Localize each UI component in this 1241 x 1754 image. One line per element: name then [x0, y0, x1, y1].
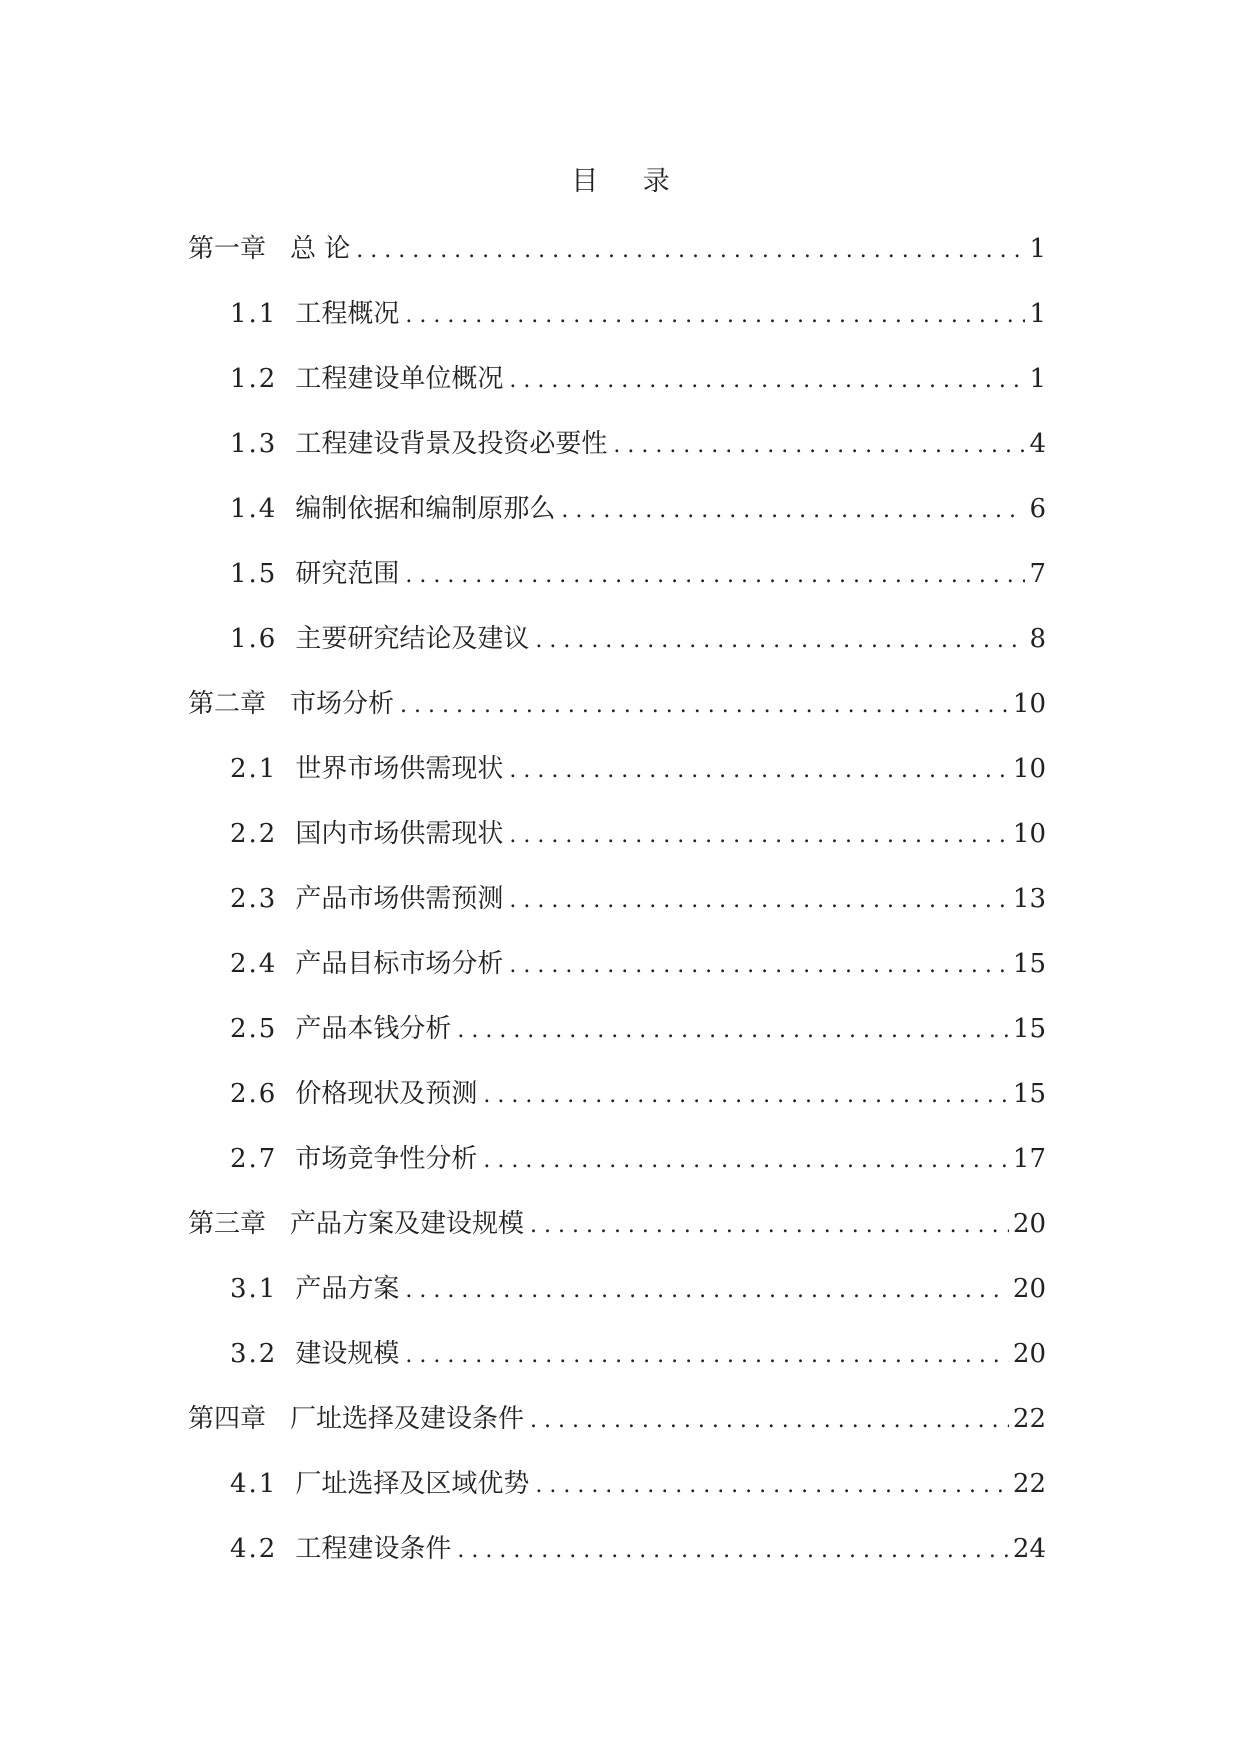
- page-number: 10: [1012, 819, 1046, 849]
- dot-leader: [613, 426, 1025, 466]
- page-number: 15: [1012, 1014, 1046, 1044]
- section-number: 2.7: [230, 1144, 278, 1174]
- entry-title: 产品本钱分析: [295, 1014, 452, 1044]
- section-number: 3.1: [230, 1274, 278, 1304]
- toc-section-entry[interactable]: [188, 1464, 1046, 1529]
- toc-section-entry[interactable]: [188, 424, 1046, 489]
- dot-leader: [457, 1531, 1009, 1571]
- section-number: 2.4: [230, 949, 278, 979]
- entry-title: 产品目标市场分析: [295, 949, 504, 979]
- entry-title: 市场竞争性分析: [295, 1144, 478, 1174]
- section-number: 4.2: [230, 1534, 278, 1564]
- page-number: 15: [1012, 1079, 1046, 1109]
- toc-section-entry[interactable]: [188, 359, 1046, 424]
- page-number: 1: [1029, 234, 1046, 264]
- page-number: 1: [1029, 364, 1046, 394]
- dot-leader: [561, 491, 1025, 531]
- page-number: 22: [1012, 1404, 1046, 1434]
- toc-title: 目 录: [571, 166, 688, 197]
- entry-title: 工程建设单位概况: [295, 364, 504, 394]
- dot-leader: [457, 1011, 1009, 1051]
- section-number: 1.1: [230, 299, 278, 329]
- toc-chapter-entry[interactable]: [188, 1204, 1046, 1269]
- page-number: 24: [1012, 1534, 1046, 1564]
- dot-leader: [483, 1141, 1009, 1181]
- entry-title: 厂址选择及区域优势: [295, 1469, 530, 1499]
- section-number: 2.1: [230, 754, 278, 784]
- toc-section-entry[interactable]: [188, 1009, 1046, 1074]
- entry-title: 主要研究结论及建议: [295, 624, 530, 654]
- entry-title: 产品市场供需预测: [295, 884, 504, 914]
- toc-section-entry[interactable]: [188, 1139, 1046, 1204]
- entry-title: 世界市场供需现状: [295, 754, 504, 784]
- section-number: 1.5: [230, 559, 278, 589]
- page-number: 10: [1012, 754, 1046, 784]
- dot-leader: [405, 1336, 1009, 1376]
- entry-title: 工程概况: [295, 299, 400, 329]
- dot-leader: [535, 621, 1025, 661]
- page-number: 8: [1029, 624, 1046, 654]
- dot-leader: [356, 231, 1025, 271]
- toc-chapter-entry[interactable]: [188, 229, 1046, 294]
- section-number: 1.6: [230, 624, 278, 654]
- entry-title: 市场分析: [290, 689, 395, 719]
- toc-section-entry[interactable]: [188, 749, 1046, 814]
- dot-leader: [509, 881, 1009, 921]
- dot-leader: [535, 1466, 1009, 1506]
- entry-title: 价格现状及预测: [295, 1079, 478, 1109]
- page-number: 15: [1012, 949, 1046, 979]
- page-number: 17: [1012, 1144, 1046, 1174]
- section-number: 1.4: [230, 494, 278, 524]
- chapter-number: 第二章: [188, 689, 267, 719]
- entry-title: 工程建设背景及投资必要性: [295, 429, 608, 459]
- entry-title: 建设规模: [295, 1339, 400, 1369]
- toc-section-entry[interactable]: [188, 1334, 1046, 1399]
- dot-leader: [509, 816, 1009, 856]
- toc-section-entry[interactable]: [188, 814, 1046, 879]
- toc-section-entry[interactable]: [188, 554, 1046, 619]
- table-of-contents: [188, 229, 1046, 1594]
- toc-section-entry[interactable]: [188, 1074, 1046, 1139]
- dot-leader: [483, 1076, 1009, 1116]
- page-number: 20: [1012, 1339, 1046, 1369]
- chapter-number: 第一章: [188, 234, 267, 264]
- toc-chapter-entry[interactable]: [188, 684, 1046, 749]
- dot-leader: [400, 686, 1009, 726]
- section-number: 2.6: [230, 1079, 278, 1109]
- section-number: 1.3: [230, 429, 278, 459]
- page-number: 20: [1012, 1209, 1046, 1239]
- page-number: 7: [1029, 559, 1046, 589]
- dot-leader: [509, 361, 1025, 401]
- dot-leader: [509, 751, 1009, 791]
- entry-title: 厂址选择及建设条件: [290, 1404, 525, 1434]
- dot-leader: [405, 296, 1025, 336]
- entry-title: 总 论: [290, 234, 351, 264]
- entry-title: 编制依据和编制原那么: [295, 494, 556, 524]
- toc-chapter-entry[interactable]: [188, 1399, 1046, 1464]
- toc-section-entry[interactable]: [188, 489, 1046, 554]
- toc-section-entry[interactable]: [188, 619, 1046, 684]
- section-number: 2.5: [230, 1014, 278, 1044]
- toc-section-entry[interactable]: [188, 879, 1046, 944]
- toc-section-entry[interactable]: [188, 294, 1046, 359]
- entry-title: 国内市场供需现状: [295, 819, 504, 849]
- page-number: 10: [1012, 689, 1046, 719]
- toc-section-entry[interactable]: [188, 1269, 1046, 1334]
- page-number: 6: [1029, 494, 1046, 524]
- toc-section-entry[interactable]: [188, 1529, 1046, 1594]
- section-number: 4.1: [230, 1469, 278, 1499]
- entry-title: 产品方案: [295, 1274, 400, 1304]
- section-number: 2.2: [230, 819, 278, 849]
- dot-leader: [405, 556, 1025, 596]
- dot-leader: [530, 1206, 1009, 1246]
- page-number: 4: [1029, 429, 1046, 459]
- dot-leader: [405, 1271, 1009, 1311]
- page-number: 20: [1012, 1274, 1046, 1304]
- section-number: 2.3: [230, 884, 278, 914]
- section-number: 1.2: [230, 364, 278, 394]
- toc-section-entry[interactable]: [188, 944, 1046, 1009]
- section-number: 3.2: [230, 1339, 278, 1369]
- page-number: 13: [1012, 884, 1046, 914]
- dot-leader: [530, 1401, 1009, 1441]
- entry-title: 研究范围: [295, 559, 400, 589]
- chapter-number: 第四章: [188, 1404, 267, 1434]
- dot-leader: [509, 946, 1009, 986]
- page-number: 22: [1012, 1469, 1046, 1499]
- entry-title: 工程建设条件: [295, 1534, 452, 1564]
- entry-title: 产品方案及建设规模: [290, 1209, 525, 1239]
- page-number: 1: [1029, 299, 1046, 329]
- chapter-number: 第三章: [188, 1209, 267, 1239]
